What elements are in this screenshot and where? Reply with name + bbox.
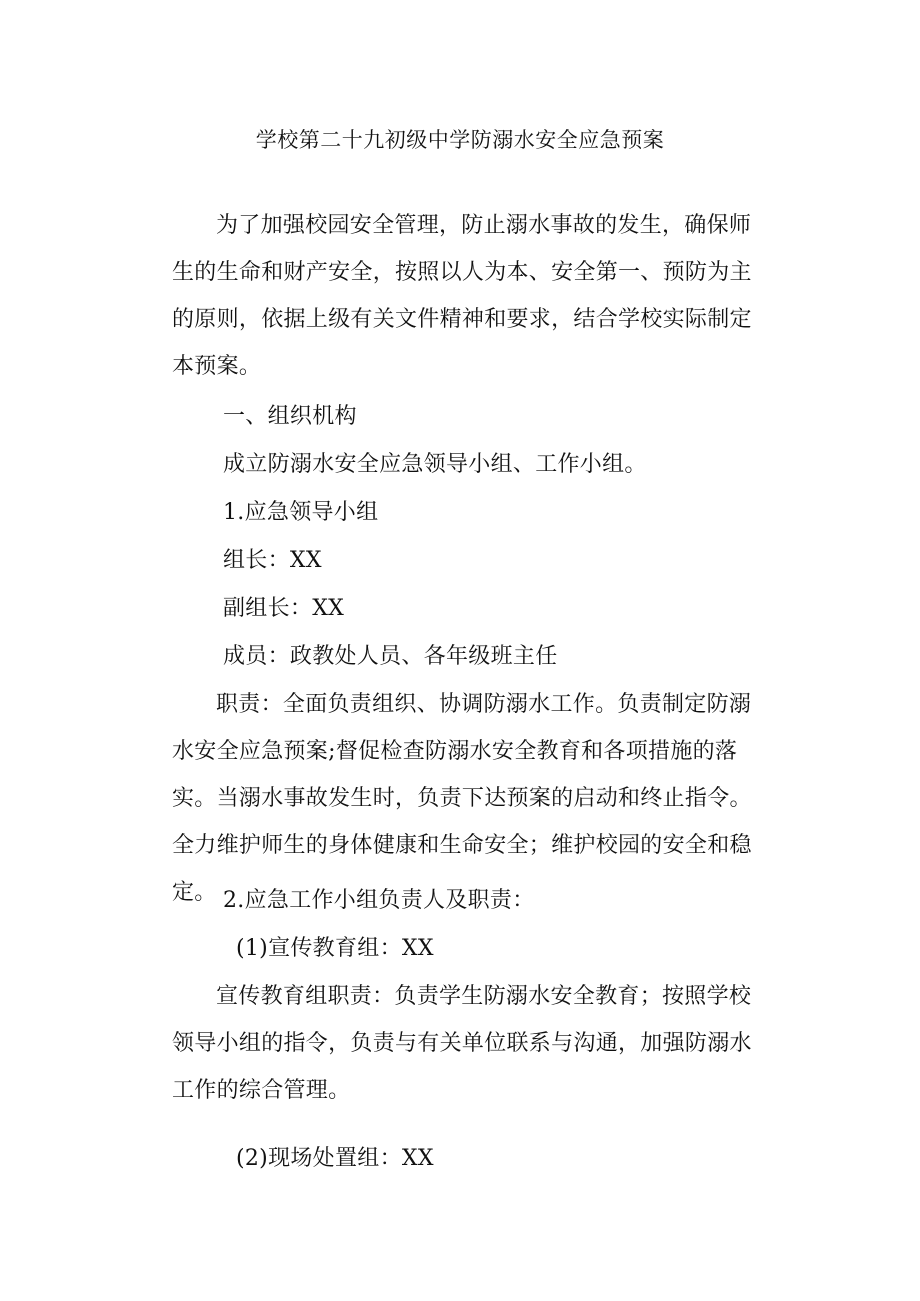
leader-line: 组长：XX <box>223 548 322 573</box>
duties-paragraph: 职责：全面负责组织、协调防溺水工作。负责制定防溺水安全应急预案;督促检查防溺水安全教育和各项措施的落实。当溺水事故发生时，负责下达预案的启动和终止指令。全力维护师生的身体健康和生命安全；维护校园的安全和稳定。 <box>172 692 752 905</box>
intro-paragraph: 为了加强校园安全管理，防止溺水事故的发生，确保师生的生命和财产安全，按照以人为本、安全第一、预防为主的原则，依据上级有关文件精神和要求，结合学校实际制定本预案。 <box>172 213 752 379</box>
propaganda-group-line: (1)宣传教育组：XX <box>236 936 434 961</box>
onsite-group-line: (2)现场处置组：XX <box>236 1146 434 1171</box>
leader-group-heading: 1.应急领导小组 <box>223 500 379 525</box>
section1-heading: 一、组织机构 <box>223 404 357 429</box>
section1-text: 成立防溺水安全应急领导小组、工作小组。 <box>223 452 647 477</box>
deputy-leader-line: 副组长：XX <box>223 596 345 621</box>
members-line: 成员：政教处人员、各年级班主任 <box>223 644 558 669</box>
document-title: 学校第二十九初级中学防溺水安全应急预案 <box>255 128 665 152</box>
work-group-heading: 2.应急工作小组负责人及职责： <box>223 888 535 913</box>
propaganda-duties-paragraph: 宣传教育组职责：负责学生防溺水安全教育；按照学校领导小组的指令，负责与有关单位联系与沟通，加强防溺水工作的综合管理。 <box>172 984 752 1103</box>
